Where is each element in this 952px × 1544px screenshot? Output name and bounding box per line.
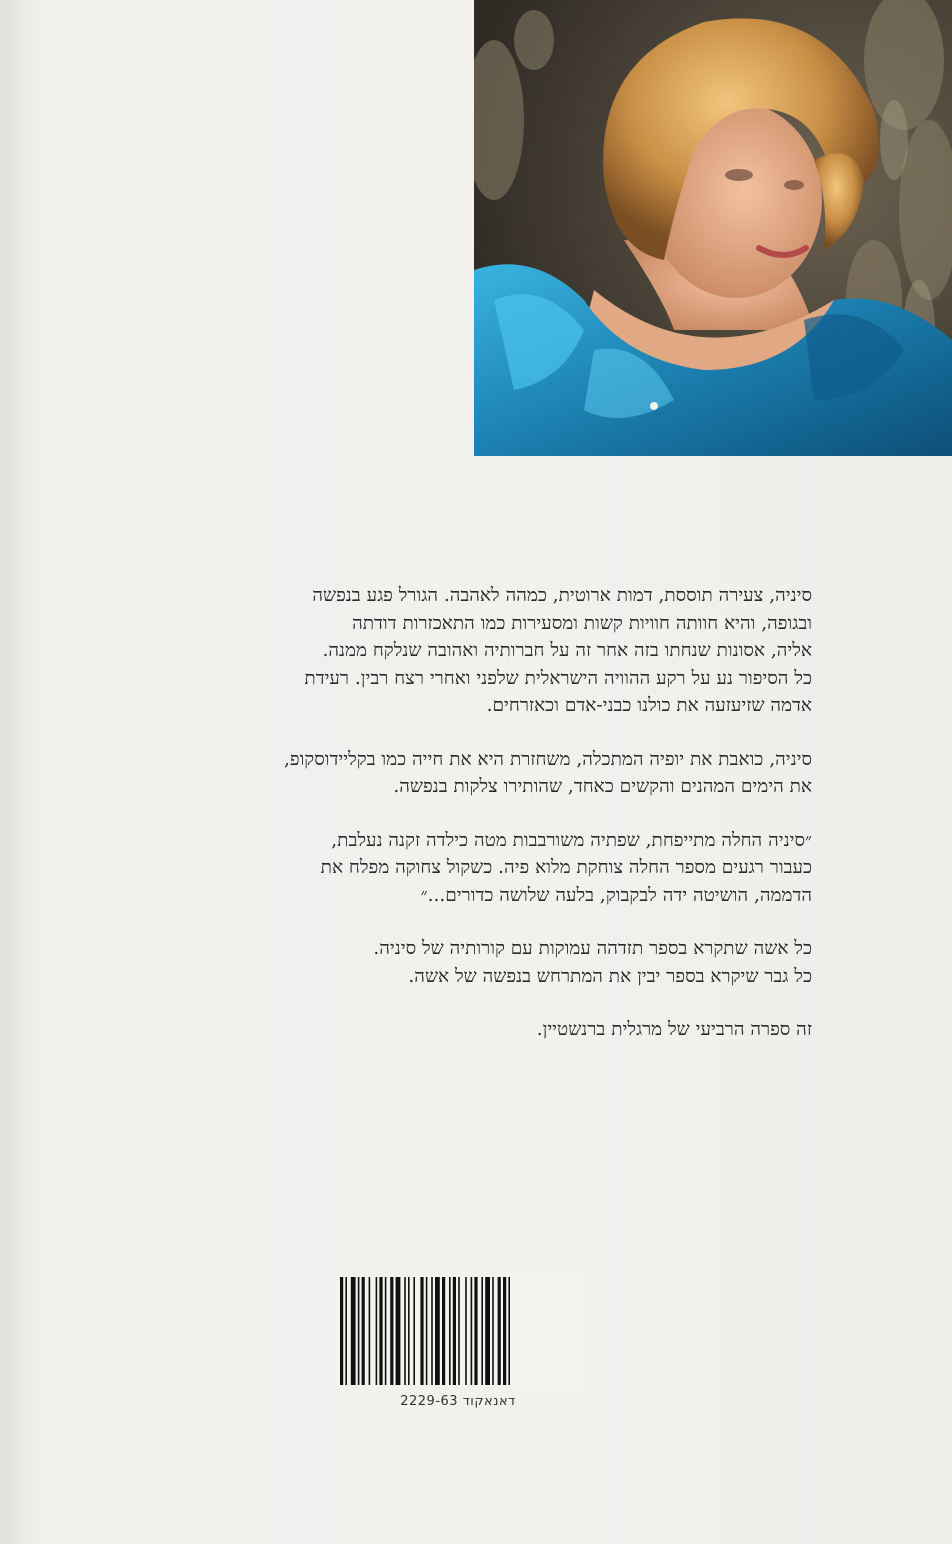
barcode-bar: [345, 1277, 347, 1385]
blurb-line: אדמה שזיעזעה את כולנו כבני-אדם וכאזרחים.: [486, 695, 812, 716]
barcode-bar: [458, 1277, 460, 1385]
blurb-line: כל אשה שתקרא בספר תזדהה עמוקות עם קורותיה של סיניה.: [373, 938, 812, 959]
barcode-bar: [340, 1277, 343, 1385]
barcode-bar: [404, 1277, 406, 1385]
barcode-bar: [481, 1277, 483, 1385]
barcode-bar: [351, 1277, 356, 1385]
barcode-bar: [453, 1277, 456, 1385]
barcode-bar: [442, 1277, 445, 1385]
barcode-bar: [420, 1277, 423, 1385]
barcode-bar: [492, 1277, 494, 1385]
blurb-paragraph-1: [82, 582, 812, 720]
blurb-line: זה ספרה הרביעי של מרגלית ברנשטיין.: [536, 1019, 812, 1040]
barcode-bar: [426, 1277, 428, 1385]
barcode-bar: [449, 1277, 451, 1385]
blurb-line: כל הסיפור נע על רקע ההוויה הישראלית שלפני ואחרי רצח רבין. רעידת: [304, 667, 812, 689]
blurb-author-note: [82, 1016, 812, 1044]
blurb-line: ״סיניה החלה מתייפחת, שפתיה משורבבות מטה כילדה זקנה נעלבת,: [331, 829, 812, 851]
blurb-line: הדממה, הושיטה ידה לבקבוק, בלעה שלושה כדורים...״: [420, 884, 812, 906]
barcode-bar: [369, 1277, 371, 1385]
barcode-bar: [376, 1277, 378, 1385]
blurb-paragraph-2: [82, 746, 812, 801]
barcode-bar: [379, 1277, 382, 1385]
barcode-bar: [408, 1277, 410, 1385]
author-portrait-photo: [474, 0, 952, 456]
blurb-line: כעבור רגעים מספר החלה צוחקת מלוא פיה. כשקול צחוקה מפלח את: [320, 857, 812, 878]
blurb-line: ובגופה, והיא חוותה חוויות קשות ומסעירות כמו התאכזרות דודתה: [352, 612, 812, 634]
barcode-label: דאנאקוד 2229-63: [400, 1394, 516, 1409]
blurb-line: כל גבר שיקרא בספר יבין את המתרחש בנפשה של אשה.: [408, 965, 812, 987]
barcode-bar: [471, 1277, 473, 1385]
barcode-bar: [498, 1277, 501, 1385]
blurb-paragraph-4: [82, 935, 812, 990]
back-cover-blurb: [82, 582, 812, 1070]
barcode-bar: [385, 1277, 387, 1385]
barcode-bar: [474, 1277, 477, 1385]
barcode-bar: [435, 1277, 440, 1385]
blurb-line: סיניה, כואבת את יופיה המתכלה, משחזרת היא את חייה כמו בקליידוסקופ,: [284, 748, 812, 770]
blurb-quote: [82, 827, 812, 910]
barcode-bar: [508, 1277, 510, 1385]
blurb-line: את הימים המהנים והקשים כאחד, שהותירו צלקות בנפשה.: [393, 776, 812, 797]
barcode-bar: [465, 1277, 467, 1385]
barcode-bar: [431, 1277, 433, 1385]
barcode-bar: [390, 1277, 393, 1385]
blurb-line: אליה, אסונות שנחתו בזה אחר זה על חברותיה ואהובה שנלקח ממנה.: [322, 640, 812, 661]
barcode-bar: [413, 1277, 415, 1385]
barcode-bar: [503, 1277, 506, 1385]
barcode-bar: [358, 1277, 360, 1385]
barcode-bar: [485, 1277, 490, 1385]
blurb-line: סיניה, צעירה תוססת, דמות ארוטית, כמהה לאהבה. הגורל פגע בנפשה: [312, 585, 812, 606]
barcode-bar: [396, 1277, 401, 1385]
barcode-bar: [362, 1277, 365, 1385]
barcode-icon: [336, 1275, 580, 1387]
